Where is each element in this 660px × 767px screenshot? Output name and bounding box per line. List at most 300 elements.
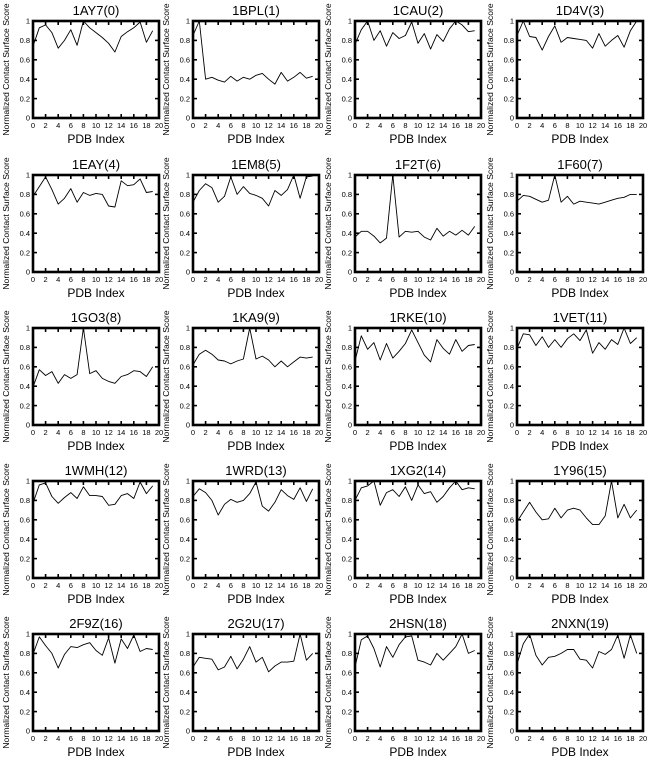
y-tick-label: 1 (347, 476, 352, 486)
plot-frame (33, 634, 159, 731)
x-tick-label: 4 (540, 121, 545, 130)
plot-frame (193, 634, 319, 731)
y-tick-label: 0.4 (341, 381, 352, 391)
x-tick-label: 10 (575, 428, 585, 437)
x-tick-label: 8 (565, 275, 570, 284)
chart-title: 1EAY(4) (71, 157, 121, 172)
y-tick-label: 0.8 (341, 649, 352, 659)
x-tick-label: 12 (426, 428, 435, 437)
plot-frame (517, 328, 643, 425)
y-tick-label: 1 (347, 16, 352, 26)
x-tick-label: 20 (314, 581, 324, 590)
y-tick-label: 0.8 (19, 190, 30, 200)
x-tick-label: 4 (378, 428, 383, 437)
x-tick-label: 14 (601, 734, 610, 743)
y-tick-label: 0.6 (179, 362, 190, 372)
y-tick-label: 0.6 (179, 668, 190, 678)
chart-title: 2G2U(17) (227, 616, 285, 631)
y-tick-label: 1 (185, 323, 190, 333)
x-tick-label: 14 (439, 428, 448, 437)
y-axis-label: Normalized Contact Surface Score (1, 157, 11, 290)
x-tick-label: 12 (264, 581, 273, 590)
x-tick-label: 0 (30, 275, 36, 284)
y-tick-label: 0 (185, 267, 190, 277)
x-axis-label: PDB Index (551, 592, 609, 606)
plot-frame (193, 481, 319, 578)
y-tick-label: 0.4 (19, 534, 30, 544)
x-tick-label: 0 (190, 428, 196, 437)
y-tick-label: 0.4 (19, 687, 30, 697)
x-tick-label: 4 (216, 734, 221, 743)
y-tick-label: 0.8 (179, 343, 190, 353)
y-tick-label: 0.8 (341, 343, 352, 353)
y-tick-label: 0.8 (19, 649, 30, 659)
x-tick-label: 0 (352, 428, 358, 437)
x-tick-label: 8 (241, 428, 246, 437)
x-tick-label: 2 (365, 121, 370, 130)
y-tick-label: 0.2 (19, 554, 30, 564)
x-tick-label: 12 (588, 121, 597, 130)
y-tick-label: 1 (509, 323, 514, 333)
y-axis-label: Normalized Contact Surface Score (161, 3, 171, 136)
x-tick-label: 20 (638, 734, 648, 743)
y-tick-label: 0 (347, 726, 352, 736)
x-tick-label: 6 (390, 581, 395, 590)
x-axis-label: PDB Index (67, 132, 125, 146)
chart-panel (1, 463, 163, 606)
chart-panel (1, 310, 163, 453)
x-tick-label: 12 (104, 121, 113, 130)
y-tick-label: 0 (185, 726, 190, 736)
x-tick-label: 16 (451, 581, 460, 590)
y-tick-label: 1 (185, 16, 190, 26)
y-axis-label: Normalized Contact Surface Score (323, 3, 333, 136)
x-tick-label: 14 (601, 275, 610, 284)
x-tick-label: 10 (251, 734, 261, 743)
y-tick-label: 0.4 (179, 687, 190, 697)
x-tick-label: 2 (527, 121, 532, 130)
x-tick-label: 18 (142, 275, 151, 284)
y-tick-label: 0.8 (503, 649, 514, 659)
y-tick-label: 0.4 (179, 74, 190, 84)
y-tick-label: 0.2 (19, 248, 30, 258)
x-tick-label: 18 (464, 275, 473, 284)
y-tick-label: 0.6 (19, 362, 30, 372)
x-tick-label: 2 (203, 581, 208, 590)
x-tick-label: 10 (413, 581, 423, 590)
x-tick-label: 16 (129, 581, 138, 590)
x-tick-label: 8 (403, 428, 408, 437)
x-axis-label: PDB Index (551, 286, 609, 300)
x-tick-label: 18 (302, 581, 311, 590)
y-tick-label: 0.2 (503, 94, 514, 104)
x-tick-label: 8 (81, 275, 86, 284)
x-tick-label: 6 (390, 121, 395, 130)
y-tick-label: 0.6 (341, 362, 352, 372)
x-tick-label: 14 (117, 121, 126, 130)
y-tick-label: 0.6 (503, 668, 514, 678)
x-tick-label: 16 (451, 428, 460, 437)
x-tick-label: 0 (352, 581, 358, 590)
x-tick-label: 6 (552, 734, 557, 743)
y-axis-label: Normalized Contact Surface Score (1, 616, 11, 749)
x-tick-label: 4 (216, 428, 221, 437)
y-tick-label: 0.4 (179, 228, 190, 238)
plot-frame (355, 175, 481, 272)
x-tick-label: 2 (43, 734, 48, 743)
x-tick-label: 18 (302, 275, 311, 284)
x-tick-label: 4 (378, 734, 383, 743)
series-line (33, 482, 153, 505)
chart-panel (161, 157, 323, 300)
chart-panel (485, 310, 647, 453)
x-tick-label: 18 (626, 581, 635, 590)
x-tick-label: 12 (426, 734, 435, 743)
plot-frame (33, 328, 159, 425)
y-tick-label: 0 (347, 267, 352, 277)
y-tick-label: 0.8 (19, 496, 30, 506)
x-tick-label: 0 (30, 428, 36, 437)
y-tick-label: 0.2 (19, 94, 30, 104)
x-tick-label: 20 (314, 275, 324, 284)
y-axis-label: Normalized Contact Surface Score (323, 310, 333, 443)
x-tick-label: 8 (565, 428, 570, 437)
y-tick-label: 0.2 (341, 707, 352, 717)
y-tick-label: 0 (25, 113, 30, 123)
x-tick-label: 0 (352, 734, 358, 743)
x-tick-label: 12 (264, 428, 273, 437)
y-tick-label: 1 (509, 170, 514, 180)
y-tick-label: 0.4 (503, 228, 514, 238)
x-tick-label: 2 (203, 734, 208, 743)
y-tick-label: 0.2 (179, 248, 190, 258)
series-line (33, 328, 153, 387)
x-tick-label: 20 (154, 275, 164, 284)
y-tick-label: 0.6 (179, 209, 190, 219)
y-tick-label: 0.8 (341, 36, 352, 46)
x-tick-label: 16 (129, 275, 138, 284)
x-tick-label: 4 (540, 581, 545, 590)
x-tick-label: 8 (81, 581, 86, 590)
x-tick-label: 16 (451, 121, 460, 130)
y-tick-label: 0 (347, 113, 352, 123)
x-tick-label: 6 (228, 428, 233, 437)
x-tick-label: 4 (56, 275, 61, 284)
y-tick-label: 0.4 (503, 687, 514, 697)
y-tick-label: 0.6 (179, 55, 190, 65)
x-tick-label: 6 (552, 121, 557, 130)
x-tick-label: 4 (216, 121, 221, 130)
x-tick-label: 20 (154, 121, 164, 130)
plot-frame (193, 328, 319, 425)
x-tick-label: 14 (277, 275, 286, 284)
x-tick-label: 0 (30, 734, 36, 743)
x-tick-label: 0 (190, 275, 196, 284)
chart-title: 1Y96(15) (553, 463, 607, 478)
plot-frame (517, 634, 643, 731)
chart-title: 1EM8(5) (231, 157, 281, 172)
chart-panel (323, 3, 485, 146)
y-tick-label: 0.6 (341, 209, 352, 219)
y-tick-label: 1 (25, 16, 30, 26)
x-tick-label: 18 (142, 121, 151, 130)
chart-title: 2F9Z(16) (69, 616, 123, 631)
x-tick-label: 10 (575, 734, 585, 743)
x-tick-label: 8 (241, 121, 246, 130)
x-tick-label: 20 (154, 428, 164, 437)
y-axis-label: Normalized Contact Surface Score (1, 3, 11, 136)
series-line (355, 634, 475, 667)
series-line (355, 330, 475, 362)
x-tick-label: 14 (439, 734, 448, 743)
y-tick-label: 1 (25, 476, 30, 486)
y-axis-label: Normalized Contact Surface Score (1, 463, 11, 596)
x-tick-label: 18 (626, 428, 635, 437)
x-tick-label: 14 (439, 275, 448, 284)
x-tick-label: 8 (403, 734, 408, 743)
x-tick-label: 20 (476, 581, 486, 590)
x-tick-label: 4 (378, 275, 383, 284)
x-tick-label: 10 (575, 121, 585, 130)
y-tick-label: 0.6 (341, 55, 352, 65)
x-tick-label: 16 (289, 428, 298, 437)
x-tick-label: 16 (289, 581, 298, 590)
y-axis-label: Normalized Contact Surface Score (485, 157, 495, 290)
y-tick-label: 0.2 (19, 401, 30, 411)
x-tick-label: 16 (289, 734, 298, 743)
y-tick-label: 1 (25, 170, 30, 180)
x-tick-label: 12 (588, 734, 597, 743)
x-tick-label: 6 (390, 734, 395, 743)
x-tick-label: 4 (378, 581, 383, 590)
x-tick-label: 6 (228, 734, 233, 743)
x-tick-label: 12 (588, 581, 597, 590)
x-tick-label: 16 (129, 121, 138, 130)
x-tick-label: 10 (91, 121, 101, 130)
x-tick-label: 8 (81, 734, 86, 743)
x-tick-label: 14 (439, 581, 448, 590)
y-tick-label: 0 (509, 573, 514, 583)
y-tick-label: 0.6 (19, 515, 30, 525)
x-tick-label: 0 (352, 121, 358, 130)
x-tick-label: 0 (514, 275, 520, 284)
y-tick-label: 0.2 (179, 94, 190, 104)
x-tick-label: 20 (638, 581, 648, 590)
x-tick-label: 16 (613, 581, 622, 590)
x-axis-label: PDB Index (389, 286, 447, 300)
x-tick-label: 6 (390, 275, 395, 284)
y-tick-label: 1 (185, 170, 190, 180)
x-tick-label: 2 (203, 275, 208, 284)
x-tick-label: 0 (30, 581, 36, 590)
x-tick-label: 4 (56, 581, 61, 590)
x-tick-label: 0 (190, 121, 196, 130)
x-tick-label: 14 (601, 428, 610, 437)
chart-title: 1VET(11) (552, 310, 608, 325)
y-axis-label: Normalized Contact Surface Score (161, 157, 171, 290)
y-tick-label: 1 (509, 629, 514, 639)
y-tick-label: 0.4 (179, 534, 190, 544)
y-tick-label: 1 (25, 629, 30, 639)
chart-panel (323, 616, 485, 759)
x-tick-label: 18 (142, 428, 151, 437)
x-tick-label: 18 (302, 428, 311, 437)
chart-title: 1AY7(0) (72, 3, 120, 18)
x-tick-label: 2 (527, 428, 532, 437)
x-tick-label: 16 (289, 275, 298, 284)
x-axis-label: PDB Index (227, 439, 285, 453)
y-tick-label: 0.4 (503, 74, 514, 84)
x-tick-label: 2 (527, 275, 532, 284)
x-tick-label: 20 (314, 121, 324, 130)
y-tick-label: 0.8 (341, 190, 352, 200)
x-tick-label: 6 (228, 275, 233, 284)
x-tick-label: 4 (56, 121, 61, 130)
y-axis-label: Normalized Contact Surface Score (323, 616, 333, 749)
y-tick-label: 0.6 (503, 209, 514, 219)
x-tick-label: 14 (117, 275, 126, 284)
y-tick-label: 0.4 (19, 381, 30, 391)
y-tick-label: 1 (347, 170, 352, 180)
x-tick-label: 16 (613, 121, 622, 130)
y-axis-label: Normalized Contact Surface Score (1, 310, 11, 443)
x-tick-label: 10 (251, 275, 261, 284)
y-tick-label: 0.6 (19, 55, 30, 65)
x-tick-label: 8 (81, 121, 86, 130)
x-tick-label: 16 (451, 275, 460, 284)
x-tick-label: 18 (142, 734, 151, 743)
y-axis-label: Normalized Contact Surface Score (161, 616, 171, 749)
x-tick-label: 12 (426, 581, 435, 590)
x-tick-label: 14 (277, 734, 286, 743)
x-tick-label: 10 (91, 734, 101, 743)
x-tick-label: 8 (241, 275, 246, 284)
x-tick-label: 10 (91, 581, 101, 590)
x-tick-label: 0 (190, 581, 196, 590)
x-tick-label: 20 (314, 428, 324, 437)
x-tick-label: 18 (464, 581, 473, 590)
x-tick-label: 14 (117, 428, 126, 437)
x-tick-label: 10 (575, 581, 585, 590)
x-tick-label: 12 (426, 121, 435, 130)
x-tick-label: 0 (352, 275, 358, 284)
y-tick-label: 0.6 (179, 515, 190, 525)
plot-frame (355, 21, 481, 118)
x-tick-label: 12 (264, 121, 273, 130)
y-tick-label: 0 (185, 420, 190, 430)
x-tick-label: 18 (626, 734, 635, 743)
x-axis-label: PDB Index (227, 592, 285, 606)
x-axis-label: PDB Index (227, 745, 285, 759)
x-tick-label: 2 (203, 121, 208, 130)
x-tick-label: 18 (626, 275, 635, 284)
x-tick-label: 10 (413, 734, 423, 743)
y-tick-label: 0.8 (503, 343, 514, 353)
x-tick-label: 12 (264, 275, 273, 284)
chart-panel (161, 616, 323, 759)
y-tick-label: 0 (509, 726, 514, 736)
x-tick-label: 18 (464, 428, 473, 437)
y-tick-label: 0.2 (503, 401, 514, 411)
x-tick-label: 12 (104, 581, 113, 590)
x-tick-label: 20 (154, 581, 164, 590)
x-tick-label: 8 (565, 734, 570, 743)
x-tick-label: 4 (56, 734, 61, 743)
x-tick-label: 14 (117, 581, 126, 590)
x-tick-label: 6 (552, 428, 557, 437)
series-line (355, 21, 475, 49)
x-tick-label: 12 (588, 428, 597, 437)
chart-title: 2NXN(19) (551, 616, 609, 631)
x-tick-label: 6 (390, 428, 395, 437)
y-tick-label: 0.2 (179, 554, 190, 564)
x-tick-label: 4 (540, 275, 545, 284)
series-line (193, 328, 313, 367)
chart-panel (1, 157, 163, 300)
y-tick-label: 0.8 (179, 496, 190, 506)
chart-panel (485, 463, 647, 606)
x-tick-label: 14 (117, 734, 126, 743)
x-tick-label: 4 (540, 428, 545, 437)
x-tick-label: 20 (638, 275, 648, 284)
x-tick-label: 18 (626, 121, 635, 130)
x-tick-label: 6 (68, 121, 73, 130)
x-tick-label: 16 (129, 734, 138, 743)
x-axis-label: PDB Index (551, 745, 609, 759)
x-tick-label: 14 (277, 121, 286, 130)
y-tick-label: 0.2 (19, 707, 30, 717)
y-tick-label: 0 (25, 726, 30, 736)
y-tick-label: 0.8 (503, 496, 514, 506)
y-tick-label: 0.6 (341, 515, 352, 525)
x-tick-label: 12 (426, 275, 435, 284)
x-tick-label: 2 (203, 428, 208, 437)
chart-title: 2HSN(18) (389, 616, 447, 631)
x-axis-label: PDB Index (67, 745, 125, 759)
series-line (33, 21, 153, 52)
y-tick-label: 1 (347, 323, 352, 333)
x-tick-label: 6 (552, 581, 557, 590)
x-tick-label: 8 (403, 581, 408, 590)
y-tick-label: 0.8 (503, 190, 514, 200)
y-axis-label: Normalized Contact Surface Score (485, 310, 495, 443)
x-tick-label: 0 (30, 121, 36, 130)
x-tick-label: 8 (241, 734, 246, 743)
series-line (517, 175, 637, 204)
x-tick-label: 10 (251, 121, 261, 130)
y-tick-label: 0.4 (19, 74, 30, 84)
y-axis-label: Normalized Contact Surface Score (485, 3, 495, 136)
x-tick-label: 4 (216, 581, 221, 590)
chart-panel (1, 616, 163, 759)
x-axis-label: PDB Index (227, 132, 285, 146)
y-axis-label: Normalized Contact Surface Score (485, 463, 495, 596)
y-tick-label: 0.4 (179, 381, 190, 391)
x-tick-label: 14 (601, 121, 610, 130)
x-tick-label: 2 (43, 581, 48, 590)
y-tick-label: 0.6 (341, 668, 352, 678)
chart-title: 1D4V(3) (555, 3, 605, 18)
series-line (33, 177, 153, 207)
x-tick-label: 2 (527, 734, 532, 743)
x-tick-label: 16 (613, 428, 622, 437)
y-tick-label: 0.6 (503, 55, 514, 65)
x-tick-label: 8 (241, 581, 246, 590)
x-tick-label: 16 (129, 428, 138, 437)
x-tick-label: 4 (540, 734, 545, 743)
x-tick-label: 2 (43, 275, 48, 284)
x-tick-label: 20 (154, 734, 164, 743)
